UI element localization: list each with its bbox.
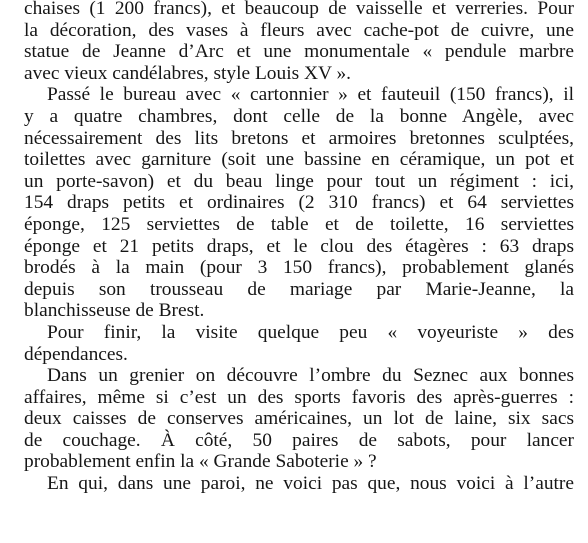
text-line: probablement enfin la « Grande Saboterie » ? (24, 451, 377, 473)
text-line: y a quatre chambres, dont celle de la bonne Angèle, avec (24, 105, 574, 127)
text-line: Pour finir, la visite quelque peu « voyeuriste » des (47, 321, 574, 343)
text-line: un porte-savon) et du beau linge pour tout un régiment : ici, (24, 170, 574, 192)
document-body (24, 0, 574, 495)
text-line: avec vieux candélabres, style Louis XV ». (24, 62, 352, 84)
text-line: affaires, même si c’est un des sports favoris des après-guerres : (24, 386, 574, 408)
text-line: dépendances. (24, 343, 128, 365)
text-line: de couchage. À côté, 50 paires de sabots, pour lancer (24, 429, 574, 451)
text-line: éponge et 21 petits draps, et le clou des étagères : 63 draps (24, 235, 574, 257)
paragraph (24, 0, 574, 84)
text-line: En qui, dans une paroi, ne voici pas que, nous voici à l’autre (47, 473, 574, 495)
text-line: chaises (1 200 francs), et beaucoup de vaisselle et verreries. Pour (24, 0, 574, 19)
text-line: la décoration, des vases à fleurs avec cache-pot de cuivre, une (24, 19, 574, 41)
text-line: statue de Jeanne d’Arc et une monumentale « pendule marbre (24, 41, 574, 63)
text-line: depuis son trousseau de mariage par Marie-Jeanne, la (24, 278, 574, 300)
text-line: toilettes avec garniture (soit une bassine en céramique, un pot et (24, 149, 574, 171)
text-line: nécessairement des lits bretons et armoires bretonnes sculptées, (24, 127, 574, 149)
text-line: Dans un grenier on découvre l’ombre du Seznec aux bonnes (47, 365, 574, 387)
text-line: 154 draps petits et ordinaires (2 310 francs) et 64 serviettes (24, 192, 574, 214)
paragraph (24, 84, 574, 322)
text-line: brodés à la main (pour 3 150 francs), probablement glanés (24, 257, 574, 279)
text-line: Passé le bureau avec « cartonnier » et fauteuil (150 francs), il (47, 84, 574, 106)
text-line: éponge, 125 serviettes de table et de toilette, 16 serviettes (24, 213, 574, 235)
paragraph (24, 322, 574, 365)
text-line: deux caisses de conserves américaines, un lot de laine, six sacs (24, 408, 574, 430)
paragraph (24, 365, 574, 473)
paragraph (24, 473, 574, 495)
text-line: blanchisseuse de Brest. (24, 300, 205, 322)
